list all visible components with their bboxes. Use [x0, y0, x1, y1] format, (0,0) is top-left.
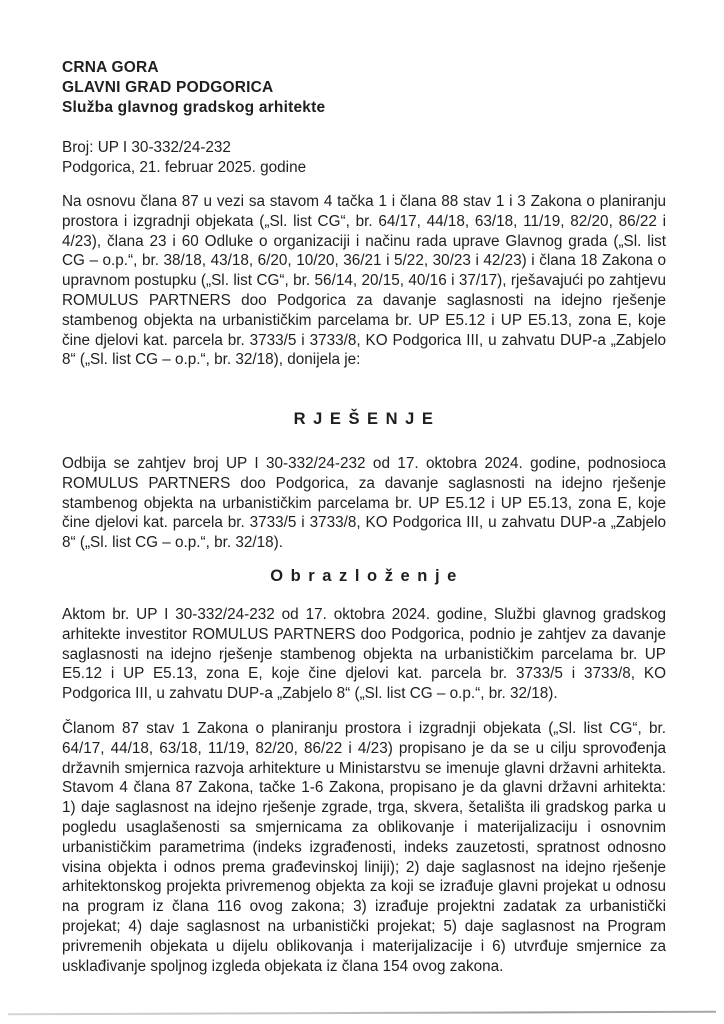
- reference-block: [62, 138, 666, 177]
- issuer-country: CRNA GORA: [62, 59, 159, 76]
- explanation-paragraph-2: Članom 87 stav 1 Zakona o planiranju prostora i izgradnji objekata („Sl. list CG“, br. 64/17, 44/18, 63/18, 11/19, 82/20, 86/22 i 4/23) propisano je da se u cilju sprovođenja državnih smjernica razvoja arhitekture u Ministarstvu se imenuje glavni državni arhitekta. Stavom 4 člana 87 Zakona, tačke 1-6 Zakona, propisano je da glavni državni arhitekta: 1) daje saglasnost na idejno rješenje zgrade, trga, skvera, šetališta ili gradskog parka u pogledu usaglašenosti sa smjernicama za oblikovanje i materijalizaciju i osnovnim urbanističkim parametrima (indeks izgrađenosti, indeks zauzetosti, spratnost odnosno visina objekta i odnos prema građevinskoj liniji); 2) daje saglasnost na idejno rješenje arhitektonskog projekta privremenog objekta za koji se izrađuje glavni projekat u odnosu na program iz člana 116 ovog zakona; 3) izrađuje projektni zadatak za urbanistički projekat; 4) daje saglasnost na urbanistički projekat; 5) daje saglasnost na Program privremenih objekata u dijelu oblikovanja i materijalizacije i 6) utvrđuje smjernice za usklađivanje spoljnog izgleda objekata iz člana 154 ovog zakona.: [62, 720, 666, 975]
- case-number: Broj: UP I 30-332/24-232: [62, 139, 231, 156]
- issuer-office: Služba glavnog gradskog arhitekte: [62, 99, 326, 116]
- issuer-city: GLAVNI GRAD PODGORICA: [62, 79, 274, 96]
- explanation-paragraph-1: Aktom br. UP I 30-332/24-232 od 17. oktobra 2024. godine, Službi glavnog gradskog arhitekte investitor ROMULUS PARTNERS doo Podgorica, podnio je zahtjev za davanje saglasnosti na idejno rješenje stambenog objekta na urbanističkim parcelama br. UP E5.12 i UP E5.13, zona E, koje čine djelovi kat. parcela br. 3733/5 i 3733/8, KO Podgorica III, u zahvatu DUP-a „Zabjelo 8“ („Sl. list CG – o.p.“, br. 32/18).: [62, 606, 666, 703]
- decision-title: R J E Š E N J E: [293, 410, 435, 428]
- scan-edge-artifact-line: [8, 1011, 716, 1015]
- legal-preamble-paragraph: Na osnovu člana 87 u vezi sa stavom 4 tačka 1 i člana 88 stav 1 i 3 Zakona o planiranju prostora i izgradnji objekata („Sl. list CG“, br. 64/17, 44/18, 63/18, 11/19, 82/20, 86/22 i 4/23), člana 23 i 60 Odluke o organizaciji i načinu rada uprave Glavnog grada („Sl. list CG – o.p.“, br. 38/18, 43/18, 6/20, 10/20, 36/21 i 5/22, 30/23 i 42/23) i člana 18 Zakona o upravnom postupku („Sl. list CG“, br. 56/14, 20/15, 40/16 i 37/17), rješavajući po zahtjevu ROMULUS PARTNERS doo Podgorica za davanje saglasnosti na idejno rješenje stambenog objekta na urbanističkim parcelama br. UP E5.12 i UP E5.13, zona E, koje čine djelovi kat. parcela br. 3733/5 i 3733/8, KO Podgorica III, u zahvatu DUP-a „Zabjelo 8“ („Sl. list CG – o.p.“, br. 32/18), donijela je:: [62, 193, 666, 369]
- place-and-date: Podgorica, 21. februar 2025. godine: [62, 158, 307, 176]
- explanation-title: O b r a z l o ž e n j e: [270, 567, 458, 585]
- decision-body-paragraph: Odbija se zahtjev broj UP I 30-332/24-232 od 17. oktobra 2024. godine, podnosioca ROMULUS PARTNERS doo Podgorica, za davanje saglasnosti na idejno rješenje stambenog objekta na urbanističkim parcelama br. UP E5.12 i UP E5.13, zona E, koje čine djelovi kat. parcela br. 3733/5 i 3733/8, KO Podgorica III, u zahvatu DUP-a „Zabjelo 8“ („Sl. list CG – o.p.“, br. 32/18).: [62, 455, 666, 552]
- issuer-header: [62, 58, 666, 118]
